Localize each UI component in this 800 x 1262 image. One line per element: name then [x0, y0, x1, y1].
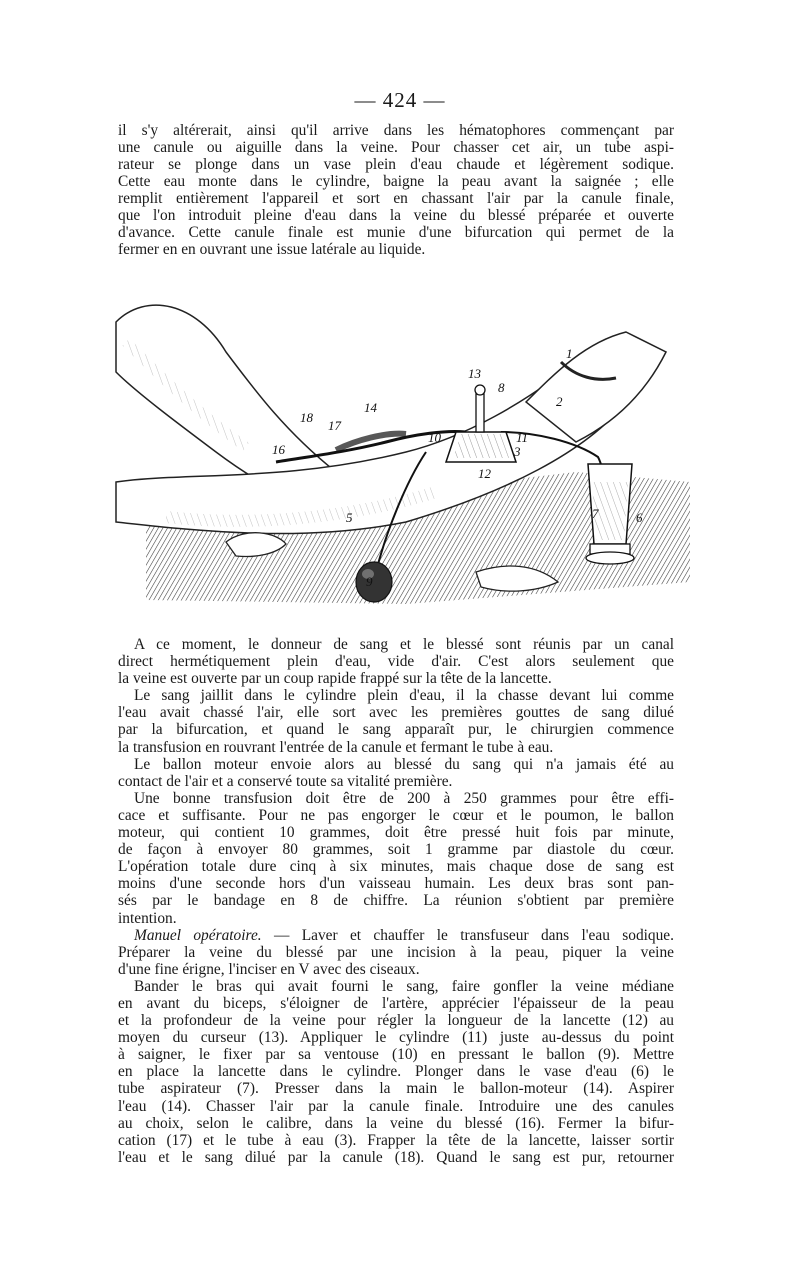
text-line: d'avance. Cette canule finale est munie d'une bifurcation qui permet de la — [118, 224, 674, 241]
figure-label: 1 — [566, 346, 573, 361]
figure-label: 18 — [300, 410, 313, 425]
text-line — [118, 927, 674, 944]
figure-label: 3 — [514, 444, 521, 459]
figure-label: 17 — [328, 418, 341, 433]
text-line: et la profondeur de la veine pour régler la longueur de la lancette (12) au — [118, 1012, 674, 1030]
text-line: l'eau avait chassé l'air, elle sort avec les premières gouttes de sang dilué — [118, 704, 674, 722]
text-line: d'une fine érigne, l'inciser en V avec des ciseaux. — [118, 960, 420, 978]
page-number: — 424 — — [354, 88, 446, 112]
text-line: l'eau (14). Chasser l'air par la canule finale. Introduire une des canules — [118, 1097, 674, 1115]
figure-label: 14 — [364, 400, 377, 415]
text-line: intention. — [118, 909, 177, 927]
figure-label: 9 — [366, 574, 373, 589]
text-line: Bander le bras qui avait fourni le sang, faire gonfler la veine médiane — [134, 977, 674, 995]
text-line: fermer en en ouvrant une issue latérale au liquide. — [118, 241, 426, 258]
figure-label: 8 — [498, 380, 505, 395]
paragraph-top — [118, 122, 674, 258]
engraving-drawing — [106, 282, 690, 610]
text-line: L'opération totale dure cinq à six minutes, mais chaque dose de sang est — [118, 858, 674, 876]
text-line-rest: — Laver et chauffer le transfuseur dans l'eau sodique. — [261, 926, 674, 944]
text-line: rateur se plonge dans un vase plein d'eau chaude et légèrement sodique. — [118, 156, 674, 173]
text-line: remplit entièrement l'appareil et sort en chassant l'air par la canule finale, — [118, 190, 674, 207]
text-line: il s'y altérerait, ainsi qu'il arrive dans les hématophores commençant par — [118, 122, 674, 139]
text-line: tube aspirateur (7). Presser dans la main le ballon-moteur (14). Aspirer — [118, 1080, 674, 1098]
text-line: moyen du curseur (13). Appliquer le cylindre (11) juste au-dessus du point — [118, 1029, 674, 1047]
figure-label: 16 — [272, 442, 285, 457]
text-line: Préparer la veine du blessé par une incision à la peau, piquer la veine — [118, 943, 674, 961]
text-line: moteur, qui contient 10 grammes, doit être pressé huit fois par minute, — [118, 824, 674, 842]
body-text — [118, 636, 674, 1166]
text-line: au choix, selon le calibre, dans la veine du blessé (16). Fermer la bifur- — [118, 1114, 674, 1132]
text-line: direct hermétiquement plein d'eau, vide d'air. C'est alors seulement que — [118, 653, 674, 671]
figure-label: 5 — [346, 510, 353, 525]
figure-label: 7 — [592, 506, 599, 521]
figure-label: 6 — [636, 510, 643, 525]
text-line: l'eau et le sang dilué par la canule (18). Quand le sang est pur, retourner — [118, 1148, 674, 1166]
text-line: que l'on introduit pleine d'eau dans la veine du blessé préparée et ouverte — [118, 207, 674, 224]
text-line: en place la lancette dans le cylindre. Plonger dans le vase d'eau (6) le — [118, 1063, 674, 1081]
text-line: sés par le bandage en 8 de chiffre. La réunion s'obtient par première — [118, 892, 674, 910]
text-line: moins d'une seconde hors d'un vaisseau humain. Les deux bras sont pan- — [118, 875, 674, 893]
text-line: cace et suffisante. Pour ne pas engorger le cœur et le poumon, le ballon — [118, 806, 674, 824]
text-line: la transfusion en rouvrant l'entrée de la canule et fermant le tube à eau. — [118, 738, 554, 756]
text-line: de façon à envoyer 80 grammes, soit 1 gramme par diastole du cœur. — [118, 841, 674, 859]
text-line: à saigner, le fixer par sa ventouse (10) en pressant le ballon (9). Mettre — [118, 1046, 674, 1064]
figure-label: 10 — [428, 430, 441, 445]
text-line: Cette eau monte dans le cylindre, baigne la peau avant la saignée ; elle — [118, 173, 674, 190]
cursor-screw — [476, 394, 484, 432]
text-line: en avant du biceps, s'éloigner de l'artère, apprécier l'épaisseur de la peau — [118, 994, 674, 1012]
text-line: cation (17) et le tube à eau (3). Frapper la tête de la lancette, laisser sortir — [118, 1131, 674, 1149]
figure-label: 12 — [478, 466, 491, 481]
text-line: contact de l'air et a conservé toute sa vitalité première. — [118, 772, 453, 790]
figure-label: 11 — [516, 430, 529, 445]
text-line: Une bonne transfusion doit être de 200 à 250 grammes pour être effi- — [134, 789, 674, 807]
transfusion-illustration — [106, 282, 690, 610]
section-lead: Manuel opératoire. — [134, 926, 262, 944]
figure-label: 2 — [556, 394, 563, 409]
text-line: une canule ou aiguille dans la veine. Pour chasser cet air, un tube aspi- — [118, 139, 674, 156]
text-line: par la bifurcation, et quand le sang apparaît pur, le chirurgien commence — [118, 721, 674, 739]
figure-label: 13 — [468, 366, 481, 381]
text-line: Le ballon moteur envoie alors au blessé du sang qui n'a jamais été au — [134, 755, 674, 773]
text-line: A ce moment, le donneur de sang et le blessé sont réunis par un canal — [134, 636, 674, 653]
motor-balloon — [356, 562, 392, 602]
text-line: Le sang jaillit dans le cylindre plein d'eau, il la chasse devant lui comme — [134, 687, 674, 705]
text-line: la veine est ouverte par un coup rapide frappé sur la tête de la lancette. — [118, 670, 552, 688]
